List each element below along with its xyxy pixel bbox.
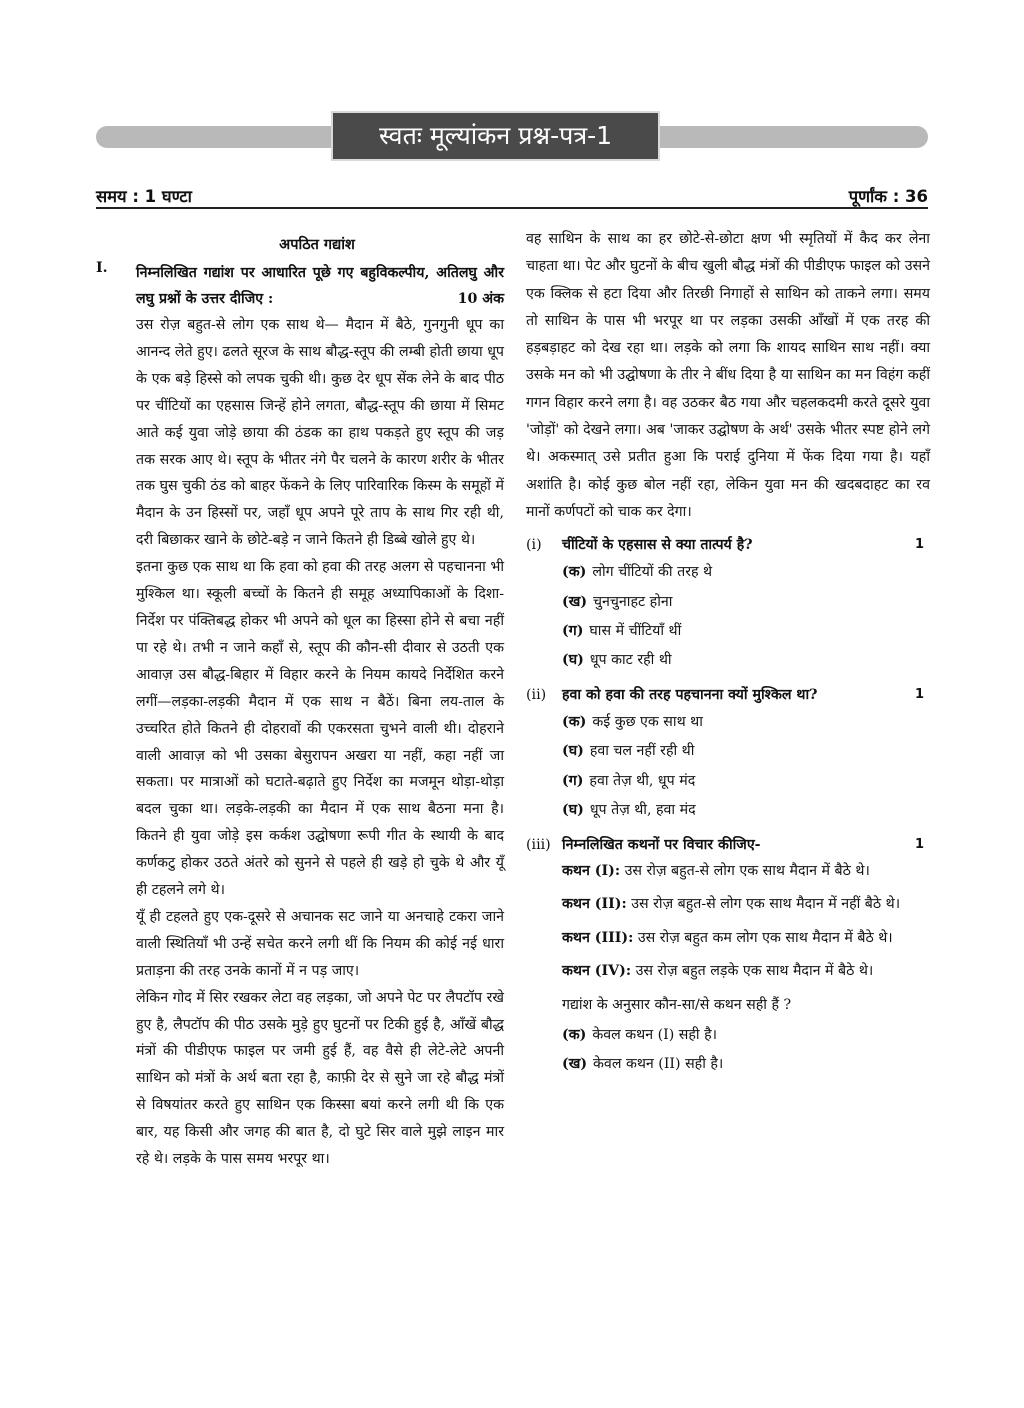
options-list — [526, 558, 930, 676]
question-text: चींटियों के एहसास से क्या तात्पर्य है? — [562, 537, 753, 554]
options-list — [526, 708, 930, 826]
option[interactable] — [562, 1021, 930, 1050]
option-label: (ग) — [562, 772, 584, 789]
option[interactable] — [562, 617, 930, 646]
option-text: चुनचुनाहट होना — [593, 593, 673, 610]
paper-title: स्वतः मूल्यांकन प्रश्न-पत्र-1 — [331, 111, 660, 161]
option-text: हवा चल नहीं रही थी — [589, 743, 695, 760]
question-number: (i) — [526, 537, 542, 554]
option[interactable] — [562, 558, 930, 587]
option[interactable] — [562, 1050, 930, 1079]
left-column — [96, 226, 504, 1173]
statement-label: कथन (III): — [562, 929, 634, 946]
statement — [526, 858, 930, 886]
option-text: लोग चींटियों की तरह थे — [592, 564, 713, 581]
question-number: I. — [96, 260, 108, 276]
question-1 — [526, 532, 930, 558]
question-block — [96, 260, 504, 1173]
question-marks: 1 — [914, 686, 924, 702]
option-text: घास में चींटियाँ थीं — [589, 623, 682, 640]
option[interactable] — [562, 737, 930, 766]
option-label: (घ) — [562, 743, 584, 760]
option-text: धूप काट रही थी — [589, 652, 672, 669]
statement — [526, 958, 930, 986]
right-column — [526, 226, 930, 1079]
passage-paragraph: यूँ ही टहलते हुए एक-दूसरे से अचानक सट जाने या अनचाहे टकरा जाने वाली स्थितियाँ भी उन्हें सचेत करने लगी थीं कि नियम की कोई नई धारा प्रताड़ना की तरह उनके कानों में न पड़ जाए। — [136, 908, 504, 979]
option-label: (घ) — [562, 652, 584, 669]
option-label: (क) — [562, 713, 587, 730]
option-text: हवा तेज़ थी, धूप मंद — [589, 772, 696, 789]
section-marks: 10 अंक — [457, 291, 504, 307]
option-text: केवल कथन (I) सही है। — [592, 1026, 717, 1043]
option-label: (ख) — [562, 1055, 588, 1072]
question-number: (iii) — [526, 836, 551, 853]
option-label: (ख) — [562, 593, 588, 610]
option[interactable] — [562, 708, 930, 737]
option-text: केवल कथन (II) सही है। — [593, 1055, 724, 1072]
option-label: (घ) — [562, 802, 584, 819]
passage-paragraph: इतना कुछ एक साथ था कि हवा को हवा की तरह अलग से पहचानना भी मुश्किल था। स्कूली बच्चों के कितने ही समूह अध्यापिकाओं के दिशा-निर्देश पर पंक्तिबद्ध होकर भी अपने को धूल का हिस्सा होने से बचा नहीं पा रहे थे। तभी न जाने कहाँ से, स्तूप की कौन-सी दीवार से उठती एक आवाज़ उस बौद्ध-बिहार में विहार करने के नियम कायदे निर्देशित करने लगीं—लड़का-लड़की मैदान में एक साथ न बैठें। बिना लय-ताल के उच्चरित होते कितने ही दोहरावों की एकरसता चुभने वाली थी। दोहराने वाली आवाज़ को भी उसका बेसुरापन अखरा या नहीं, कहा नहीं जा सकता। पर मात्राओं को घटाते-बढ़ाते हुए निर्देश का मजमून थोड़ा-थोड़ा बदल चुका था। लड़के-लड़की का मैदान में एक साथ बैठना मना है। कितने ही युवा जोड़े इस कर्कश उद्घोषणा रूपी गीत के स्थायी के बाद कर्णकटु होकर उठते अंतरे को सुनने से पहले ही खड़े हो चुके थे और यूँ ही टहलने लगे थे। — [136, 559, 504, 899]
instruction — [136, 260, 504, 312]
question-text: निम्नलिखित कथनों पर विचार कीजिए- — [562, 836, 761, 853]
question-3 — [526, 832, 930, 858]
statement-label: कथन (I): — [562, 862, 621, 879]
passage-paragraph: उस रोज़ बहुत-से लोग एक साथ थे— मैदान में बैठे, गुनगुनी धूप का आनन्द लेते हुए। ढलते सूरज के साथ बौद्ध-स्तूप की लम्बी होती छाया धूप के एक बड़े हिस्से को लपक चुकी थी। कुछ देर धूप सेंक लेने के बाद पीठ पर चींटियों का एहसास जिन्हें होने लगता, बौद्ध-स्तूप की छाया में सिमट आते कई युवा जोड़े छाया की ठंडक का हाथ पकड़ते हुए स्तूप की जड़ तक सरक आए थे। स्तूप के भीतर नंगे पैर चलने के कारण शरीर के भीतर तक घुस चुकी ठंड को बाहर फेंकने के लिए पारिवारिक किस्म के समूहों में मैदान के उन हिस्सों पर, जहाँ धूप अपने पूरे ताप के साथ गिर रही थी, दरी बिछाकर खाने के छोटे-बड़े न जाने कितने ही डिब्बे खोले हुए थे। — [136, 317, 504, 549]
time-label: समय : 1 घण्टा — [96, 187, 192, 206]
instruction-text: निम्नलिखित गद्यांश पर आधारित पूछे गए बहुविकल्पीय, अतिलघु और लघु प्रश्नों के उत्तर दीजिए : — [136, 265, 504, 307]
passage-paragraph: लेकिन गोद में सिर रखकर लेटा वह लड़का, जो अपने पेट पर लैपटॉप रखे हुए है, लैपटॉप की पीठ उसके मुड़े हुए घुटनों पर टिकी हुई है, आँखें बौद्ध मंत्रों की पीडीएफ फाइल पर जमी हुई हैं, वह वैसे ही लेटे-लेटे अपनी साथिन को मंत्रों के अर्थ बता रहा है, काफ़ी देर से सुने जा रहे बौद्ध मंत्रों से विषयांतर करते हुए साथिन एक किस्सा बयां करने लगी थी कि एक बार, यह किसी और जगह की बात है, दो घुटे सिर वाले मुझे लाइन मार रहे थे। लड़के के पास समय भरपूर था। — [136, 989, 504, 1168]
question-marks: 1 — [914, 537, 924, 553]
full-marks-label: पूर्णांक : 36 — [848, 187, 928, 206]
statement-label: कथन (II): — [562, 896, 627, 913]
passage-continuation: वह साथिन के साथ का हर छोटे-से-छोटा क्षण भी स्मृतियों में कैद कर लेना चाहता था। पेट और घुटनों के बीच खुली बौद्ध मंत्रों की पीडीएफ फाइल को उसने एक क्लिक से हटा दिया और तिरछी निगाहों से साथिन को ताकने लगा। समय तो साथिन के पास भी भरपूर था पर लड़का उसकी आँखों में एक तरह की हड़बड़ाहट को देख रहा था। लड़के को लगा कि शायद साथिन साथ नहीं। क्या उसके मन को भी उद्घोषणा के तीर ने बींध दिया है या साथिन का मन विहंग कहीं गगन विहार करने लगा है। वह उठकर बैठ गया और चहलकदमी करते दूसरे युवा 'जोड़ों' को देखने लगा। अब 'जाकर उद्घोषण के अर्थ' उसके भीतर स्पष्ट होने लगे थे। अकस्मात् उसे प्रतीत हुआ कि पराई दुनिया में फेंक दिया गया है। यहाँ अशांति है। कोई कुछ बोल नहीं रहा, लेकिन युवा मन की खदबदाहट का रव मानों कर्णपटों को चाक कर देगा। — [526, 231, 930, 520]
option-label: (क) — [562, 564, 587, 581]
question-prompt: गद्यांश के अनुसार कौन-सा/से कथन सही हैं ? — [562, 996, 792, 1013]
section-heading: अपठित गद्यांश — [279, 236, 355, 253]
options-list — [526, 1021, 930, 1080]
question-2 — [526, 682, 930, 708]
option[interactable] — [562, 767, 930, 796]
option-text: धूप तेज़ थी, हवा मंद — [589, 802, 696, 819]
option-text: कई कुछ एक साथ था — [592, 713, 703, 730]
question-marks: 1 — [914, 836, 924, 852]
option[interactable] — [562, 588, 930, 617]
option[interactable] — [562, 646, 930, 675]
statement — [526, 925, 930, 953]
question-text: हवा को हवा की तरह पहचानना क्यों मुश्किल था? — [562, 686, 818, 703]
option-label: (क) — [562, 1026, 587, 1043]
option[interactable] — [562, 796, 930, 825]
statement-label: कथन (IV): — [562, 963, 632, 980]
statement-text: उस रोज़ बहुत-से लोग एक साथ मैदान में नहीं बैठे थे। — [631, 896, 901, 913]
question-number: (ii) — [526, 686, 547, 703]
option-label: (ग) — [562, 623, 584, 640]
statement-text: उस रोज़ बहुत कम लोग एक साथ मैदान में बैठे थे। — [637, 929, 893, 946]
statement-text: उस रोज़ बहुत लड़के एक साथ मैदान में बैठे थे। — [635, 963, 874, 980]
statement — [526, 891, 930, 919]
header-divider — [96, 207, 928, 209]
statement-text: उस रोज़ बहुत-से लोग एक साथ मैदान में बैठे थे। — [624, 862, 870, 879]
